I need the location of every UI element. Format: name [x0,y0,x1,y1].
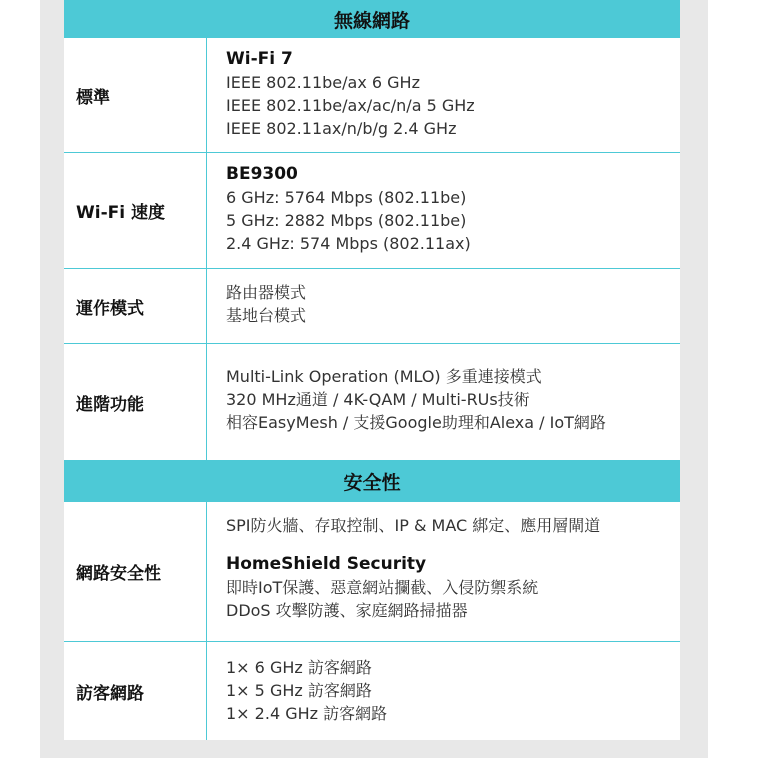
row-title: Wi-Fi 7 [226,49,293,69]
spec-row-advanced-features [64,344,680,460]
row-label: Wi-Fi 速度 [76,203,165,223]
row-title: BE9300 [226,164,298,184]
row-label: 標準 [76,87,110,108]
row-content [226,48,676,140]
spec-row-guest-network [64,642,680,740]
row-line: 6 GHz: 5764 Mbps (802.11be) [226,188,467,207]
column-divider [206,153,207,268]
section-title: 安全性 [343,471,401,494]
column-divider [206,269,207,343]
row-line: 320 MHz通道 / 4K-QAM / Multi-RUs技術 [226,390,530,409]
row-line: 相容EasyMesh / 支援Google助理和Alexa / IoT網路 [226,413,606,432]
row-line: 即時IoT保護、惡意網站攔截、入侵防禦系統 [226,578,539,597]
row-line: 5 GHz: 2882 Mbps (802.11be) [226,211,467,230]
row-line: Multi-Link Operation (MLO) 多重連接模式 [226,367,542,386]
row-content [226,365,676,434]
row-content [226,514,676,622]
row-line: 路由器模式 [226,283,307,302]
row-label: 進階功能 [76,394,144,415]
spec-row-standard [64,38,680,153]
section-title: 無線網路 [333,9,410,32]
spec-row-operation-mode [64,269,680,344]
row-label: 訪客網路 [76,683,144,704]
row-line: 基地台模式 [226,306,307,325]
row-line: IEEE 802.11ax/n/b/g 2.4 GHz [226,119,457,138]
column-divider [206,502,207,641]
row-title: HomeShield Security [226,554,427,574]
spec-row-network-security [64,502,680,642]
column-divider [206,38,207,152]
column-divider [206,642,207,740]
section-header-security [64,460,680,502]
spacer [226,537,676,553]
row-line: 2.4 GHz: 574 Mbps (802.11ax) [226,234,471,253]
row-line: 1× 2.4 GHz 訪客網路 [226,704,388,723]
row-label: 網路安全性 [76,564,161,584]
row-line: IEEE 802.11be/ax/ac/n/a 5 GHz [226,96,475,115]
row-content [226,281,676,327]
column-divider [206,344,207,460]
row-content [226,163,676,255]
row-line: IEEE 802.11be/ax 6 GHz [226,73,420,92]
spec-table [64,0,680,740]
row-line: 1× 6 GHz 訪客網路 [226,658,372,677]
row-label: 運作模式 [76,298,144,319]
row-line: SPI防火牆、存取控制、IP & MAC 綁定、應用層閘道 [226,516,601,535]
row-content [226,656,676,725]
row-line: DDoS 攻擊防護、家庭網路掃描器 [226,601,468,620]
row-line: 1× 5 GHz 訪客網路 [226,681,372,700]
section-header-wireless [64,0,680,38]
spec-row-wifi-speed [64,153,680,269]
